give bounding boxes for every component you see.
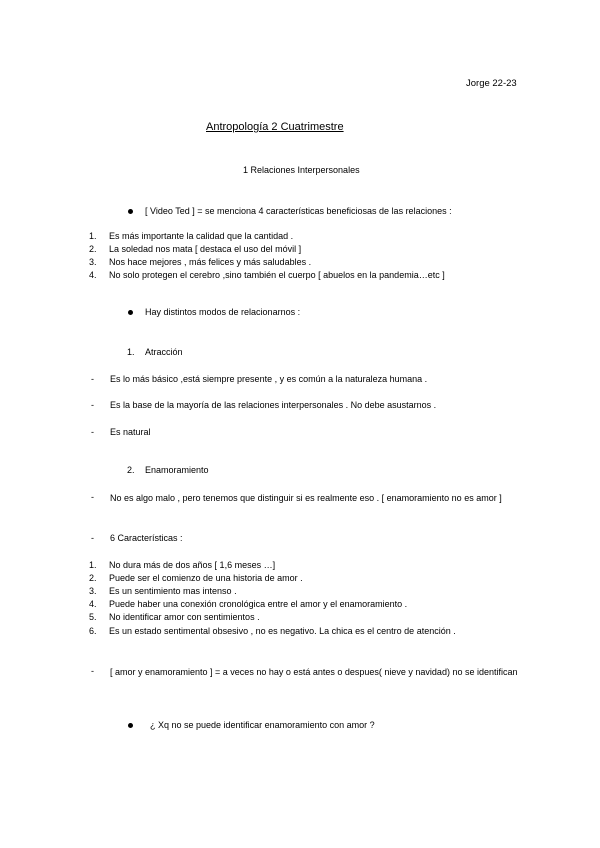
heading-number: 1. [127,347,135,357]
list-number: 1. [89,231,97,241]
list-item: No solo protegen el cerebro ,sino también el cuerpo [ abuelos en la pandemia…etc ] [109,270,445,280]
dash-marker: - [91,400,94,410]
list-number: 4. [89,270,97,280]
list-number: 4. [89,599,97,609]
dash-marker: - [91,533,94,543]
list-item: Es un estado sentimental obsesivo , no es negativo. La chica es el centro de atención . [109,626,456,636]
heading-number: 2. [127,465,135,475]
dash-item: [ amor y enamoramiento ] = a veces no hay o está antes o despues( nieve y navidad) no se identifican [110,667,518,677]
heading-atraccion: Atracción [145,347,183,357]
list-item: Nos hace mejores , más felices y más saludables . [109,257,312,267]
list-item: No dura más de dos años [ 1,6 meses …] [109,560,276,570]
dash-item: No es algo malo , pero tenemos que distinguir si es realmente eso . [ enamoramiento no es amor ] [110,493,502,503]
bullet-text-modos: Hay distintos modos de relacionarnos : [145,307,301,317]
list-item: La soledad nos mata [ destaca el uso del móvil ] [109,244,302,254]
dash-marker: - [91,492,94,502]
list-item: Es más importante la calidad que la cantidad . [109,231,294,241]
dash-marker: - [91,374,94,384]
list-number: 2. [89,573,97,583]
caracteristicas-label: 6 Características : [110,533,183,543]
list-number: 3. [89,586,97,596]
list-number: 3. [89,257,97,267]
dash-item: Es natural [110,427,151,437]
bullet-icon [128,209,133,214]
list-number: 2. [89,244,97,254]
section-subtitle: 1 Relaciones Interpersonales [243,165,360,175]
list-item: Es un sentimiento mas intenso . [109,586,237,596]
list-item: Puede ser el comienzo de una historia de amor . [109,573,303,583]
page-title: Antropología 2 Cuatrimestre [206,121,344,133]
bullet-icon [128,310,133,315]
dash-item: Es lo más básico ,está siempre presente , y es común a la naturaleza humana . [110,374,428,384]
list-number: 1. [89,560,97,570]
dash-marker: - [91,427,94,437]
question-text: ¿ Xq no se puede identificar enamoramiento con amor ? [150,720,375,730]
list-item: No identificar amor con sentimientos . [109,612,260,622]
heading-enamoramiento: Enamoramiento [145,465,209,475]
dash-item: Es la base de la mayoría de las relaciones interpersonales . No debe asustarnos . [110,400,437,410]
list-item: Puede haber una conexión cronológica entre el amor y el enamoramiento . [109,599,408,609]
bullet-icon [128,723,133,728]
author-label: Jorge 22-23 [466,78,517,89]
dash-marker: - [91,666,94,676]
list-number: 6. [89,626,97,636]
list-number: 5. [89,612,97,622]
bullet-text-video-ted: [ Video Ted ] = se menciona 4 características beneficiosas de las relaciones : [145,206,452,216]
